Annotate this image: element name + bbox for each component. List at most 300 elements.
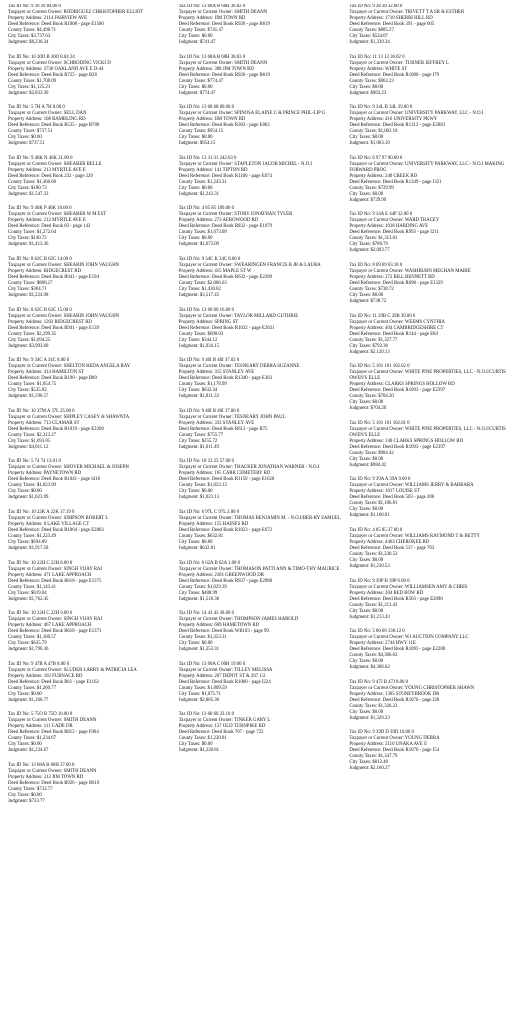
record-tax-id: Tax ID No: 10 23 23 57.00 0 xyxy=(178,459,235,465)
record-property-address: Property Address: 212 MYRTLE AVE E xyxy=(8,218,86,224)
record-tax-id: Tax ID No: 6 97L C 97L 2.00 0 xyxy=(178,509,240,515)
tax-record xyxy=(349,314,514,356)
record-owner: Taxpayer or Current Owner: SMITH DEANN xyxy=(8,768,97,774)
record-tax-id: Tax ID No: 13 60 60 16.00 0 xyxy=(178,307,235,313)
record-judgment: Judgment: $2,120.13 xyxy=(349,349,390,355)
record-city-taxes: City Taxes: $364.71 xyxy=(8,286,47,292)
record-deed-reference: Deed Reference: Deed Book 83 - page 142 xyxy=(8,224,91,230)
record-owner: Taxpayer or Current Owner: SELL DAN xyxy=(8,111,87,117)
record-deed-reference: Deed Reference: Deed Book R937 - page E2988 xyxy=(178,578,273,584)
record-county-taxes: County Taxes: $805.27 xyxy=(349,28,394,33)
tax-record xyxy=(8,55,173,97)
record-county-taxes: County Taxes: $704.20 xyxy=(349,394,394,400)
record-deed-reference: Deed Reference: Deed Book R190 - page B89 xyxy=(8,376,97,382)
record-county-taxes: County Taxes: $954.15 xyxy=(178,129,224,135)
tax-record xyxy=(8,105,173,147)
record-judgment: Judgment: $4,306.62 xyxy=(349,665,390,671)
record-deed-reference: Deed Reference: Deed Book R725 - page B28 xyxy=(8,72,97,78)
record-city-taxes: City Taxes: $635.79 xyxy=(8,641,47,647)
record-city-taxes: City Taxes: $534.07 xyxy=(349,34,388,39)
record-deed-reference: Deed Reference: Deed Book R632 - page E2289 xyxy=(178,274,273,280)
tax-record xyxy=(8,712,173,754)
record-county-taxes: County Taxes: $984.42 xyxy=(349,450,394,456)
record-county-taxes: County Taxes: $1,063.10 xyxy=(349,129,398,135)
record-city-taxes: City Taxes: $1,693.85 xyxy=(8,438,51,444)
record-judgment: Judgment: $1,213.43 xyxy=(349,614,390,620)
record-city-taxes: City Taxes: $3,737.63 xyxy=(8,34,51,39)
record-tax-id: Tax ID No: 9 46K P 46K 10.00 0 xyxy=(8,206,72,212)
record-judgment: Judgment: $1,063.10 xyxy=(349,141,390,147)
record-deed-reference: Deed Reference: Deed Book R926 - page B619 xyxy=(178,22,270,27)
record-tax-id: Tax ID No: 9 34L B 34L 39.00 0 xyxy=(349,105,413,111)
record-owner: Taxpayer or Current Owner: RODRIGUEZ CHRISTOPHER ELLIOT xyxy=(8,10,144,15)
record-deed-reference: Deed Reference: Deed Book R144 - page E84 xyxy=(349,331,438,337)
record-deed-reference: Deed Reference: Deed Book 232 - page 220 xyxy=(8,173,93,179)
record-county-taxes: County Taxes: $1,327.77 xyxy=(349,337,398,343)
record-deed-reference: Deed Reference: Deed Book R618 - page E1375 xyxy=(8,578,102,584)
record-tax-id: Tax ID No: 9 34C K 34C 8.00 0 xyxy=(178,256,241,262)
record-tax-id: Tax ID No: 13 68A B 68H 37.00 0 xyxy=(8,762,75,768)
record-owner: Taxpayer or Current Owner: WARD TRACEY xyxy=(349,218,440,224)
record-county-taxes: County Taxes: $1,143.41 xyxy=(8,584,57,590)
record-city-taxes: City Taxes: $0.00 xyxy=(178,84,213,90)
record-judgment: Judgment: $1,011.49 xyxy=(178,444,219,450)
record-property-address: Property Address: 669 HAMETOWN RD xyxy=(178,623,260,629)
record-city-taxes: City Taxes: $0.00 xyxy=(8,489,42,495)
record-city-taxes: City Taxes: $1,125.21 xyxy=(8,84,51,90)
record-judgment: Judgment: $954.15 xyxy=(178,141,216,147)
record-property-address: Property Address: SPRING ST xyxy=(178,319,239,325)
record-judgment: Judgment: $2,093.77 xyxy=(349,248,390,254)
record-county-taxes: County Taxes: $1,272.64 xyxy=(8,230,57,236)
record-judgment: Judgment: $1,547.33 xyxy=(8,191,49,197)
record-owner: Taxpayer or Current Owner: WASHBURN MEGHAN MARIE xyxy=(349,268,471,274)
record-city-taxes: City Taxes: $140.72 xyxy=(8,236,47,242)
record-city-taxes: City Taxes: $0.00 xyxy=(349,608,384,614)
record-tax-id: Tax ID No: 9 47B A 47B 8.00 0 xyxy=(8,661,70,667)
record-tax-id: Tax ID No: 5 75O B 75O 10.00 0 xyxy=(8,712,73,718)
record-county-taxes: County Taxes: $755.77 xyxy=(178,432,224,438)
tax-record xyxy=(349,4,514,46)
record-owner: Taxpayer or Current Owner: WEEMS CYNTHIA xyxy=(349,319,445,325)
record-deed-reference: Deed Reference: Deed Book R1076 - page I54 xyxy=(349,748,439,754)
record-deed-reference: Deed Reference: Deed Book 503 - page 206 xyxy=(349,495,435,501)
record-property-address: Property Address: 240 CREEK RD xyxy=(349,173,418,179)
record-judgment: Judgment: $963.23 xyxy=(349,90,387,96)
record-deed-reference: Deed Reference: Deed Book R993 - page I211 xyxy=(349,230,439,236)
record-property-address: Property Address: JIM TOWN RD xyxy=(178,16,246,21)
record-county-taxes: County Taxes: $2,299.35 xyxy=(8,331,57,337)
tax-record xyxy=(179,105,344,147)
record-judgment: Judgment: $1,590.57 xyxy=(8,394,49,400)
record-county-taxes: County Taxes: $737.51 xyxy=(8,129,53,135)
record-county-taxes: County Taxes: $738.72 xyxy=(349,286,394,292)
record-property-address: Property Address: 312 JIM TOWN RD xyxy=(8,774,84,780)
record-property-address: Property Address: 2736 OAKLAND AVE E D-44 xyxy=(8,66,104,72)
record-deed-reference: Deed Reference: Deed Book R832 - page E1079 xyxy=(178,224,273,230)
record-tax-id: Tax ID No: 5 101 101 102.01 0 xyxy=(349,420,410,426)
record-owner: Taxpayer or Current Owner: WILLIAMSEN AMY & CHRIS xyxy=(349,584,468,590)
record-judgment: Judgment: $737.51 xyxy=(8,141,45,147)
record-judgment: Judgment: $738.72 xyxy=(349,298,387,304)
tax-record xyxy=(8,662,173,704)
record-deed-reference: Deed Reference: Deed Book R1023 - page E672 xyxy=(178,527,273,533)
tax-record xyxy=(349,421,514,469)
record-tax-id: Tax ID No: 8 62C B 62C 15.00 0 xyxy=(8,307,72,313)
listing-column-1 xyxy=(8,4,179,1024)
record-owner: Taxpayer or Current Owner: SLUDER LARRY & PATRICIA LEA xyxy=(8,667,137,673)
record-city-taxes: City Taxes: $694.09 xyxy=(8,539,47,545)
record-city-taxes: City Taxes: $0.00 xyxy=(8,742,42,748)
tax-record xyxy=(8,206,173,248)
record-county-taxes: County Taxes: $1,223.49 xyxy=(8,533,57,539)
listing-column-2 xyxy=(179,4,350,1024)
record-tax-id: Tax ID No: 9 39D D 39D 16.00 0 xyxy=(349,730,414,736)
record-property-address: Property Address: 2301 GREENWOOD DR xyxy=(178,572,264,578)
record-judgment: Judgment: $1,762.45 xyxy=(8,596,49,602)
record-deed-reference: Deed Reference: Deed Book R926 - page B619 xyxy=(178,72,270,78)
tax-record xyxy=(8,308,173,350)
record-judgment: Judgment: $729.99 xyxy=(349,197,387,203)
record-deed-reference: Deed Reference: Deed Book R1019 - page E2269 xyxy=(8,426,104,432)
tax-record xyxy=(8,156,173,198)
record-tax-id: Tax ID No: 8 62A B 62A 1.00 0 xyxy=(178,560,241,566)
record-owner: Taxpayer or Current Owner: SHEARER W M EST xyxy=(8,212,107,218)
record-property-address: Property Address: 2744 HWY 11E xyxy=(349,641,416,647)
record-city-taxes: City Taxes: $792.36 xyxy=(349,343,388,349)
record-county-taxes: County Taxes: $1,029.39 xyxy=(178,584,227,590)
record-tax-id: Tax ID No: 8 62C B 62C 14.00 0 xyxy=(8,256,72,262)
record-deed-reference: Deed Reference: Deed Book 537 - page 703 xyxy=(349,545,435,551)
record-deed-reference: Deed Reference: Deed Book R698 - page E1329 xyxy=(349,280,443,286)
record-judgment: Judgment: $1,326.23 xyxy=(349,715,390,721)
tax-record xyxy=(349,579,514,621)
record-property-address: Property Address: 333 STANLEY AVE xyxy=(178,420,255,426)
record-deed-reference: Deed Reference: Deed Book R1159 - page E1628 xyxy=(178,477,275,483)
record-judgment: Judgment: $1,243.31 xyxy=(178,191,220,197)
record-city-taxes: City Taxes: $0.00 xyxy=(178,641,213,647)
record-property-address: Property Address: 372 BILL BENNETT RD xyxy=(349,274,435,280)
record-tax-id: Tax ID No: 13 60A C 60H 19.00 0 xyxy=(178,661,246,667)
record-county-taxes: County Taxes: $1,347.79 xyxy=(349,754,398,760)
record-deed-reference: Deed Reference: Deed Book R503 - page E2090 xyxy=(349,596,443,602)
record-property-address: Property Address: 1203 RIDGECREST RD xyxy=(8,319,92,325)
record-city-taxes: City Taxes: $0.00 xyxy=(8,691,42,697)
record-county-taxes: County Taxes: $1,160.57 xyxy=(8,635,57,641)
record-property-address: Property Address: 308 JIM TOWN RD xyxy=(178,66,254,72)
record-property-address: Property Address: 207 DEPOT ST & 207 1/2 xyxy=(178,673,266,679)
tax-record xyxy=(8,409,173,451)
record-owner: Taxpayer or Current Owner: SIMPSON ROBERT L xyxy=(8,515,109,521)
record-property-address: Property Address: 165 CARR CEMETERY RD xyxy=(178,471,271,477)
record-tax-id: Tax ID No: 9 38 38 32.00 0 xyxy=(349,4,403,9)
record-judgment: Judgment: $1,106.81 xyxy=(349,513,390,519)
record-deed-reference: Deed Reference: Deed Book R812 - page F004 xyxy=(8,730,99,736)
record-owner: Taxpayer or Current Owner: THOMAS BENJAMIN M. - N.O.I/BER-RY SAMUEL xyxy=(178,515,341,521)
tax-record xyxy=(8,459,173,501)
record-city-taxes: City Taxes: $0.00 xyxy=(349,84,384,90)
record-tax-id: Tax ID No: 10 22H C 22H 8.00 0 xyxy=(8,560,73,566)
record-judgment: Judgment: $1,518.38 xyxy=(178,596,220,602)
record-deed-reference: Deed Reference: Deed Book R1032 - page E2631 xyxy=(178,325,275,331)
record-owner: Taxpayer or Current Owner: SHEARIN JOHN VAUGHN xyxy=(8,262,120,268)
record-owner: Taxpayer or Current Owner: WILLIAMS RAYMOND T & BETTY xyxy=(349,533,480,539)
record-owner: Taxpayer or Current Owner: TILLEY MELISSA xyxy=(178,667,273,673)
record-county-taxes: County Taxes: $1,023.13 xyxy=(178,483,227,489)
record-property-address: Property Address: 2110 UNAKA AVE E xyxy=(349,742,428,748)
record-judgment: Judgment: $2,160.27 xyxy=(349,766,390,772)
tax-record xyxy=(179,358,344,400)
record-deed-reference: Deed Reference: Deed Book R1340 - page E363 xyxy=(178,376,273,382)
record-city-taxes: City Taxes: $0.00 xyxy=(349,292,384,298)
record-deed-reference: Deed Reference: Deed Book WB103 - page 99 xyxy=(178,629,269,635)
record-county-taxes: County Taxes: $1,220.81 xyxy=(178,736,227,742)
record-city-taxes: City Taxes: $632.34 xyxy=(178,388,218,394)
record-tax-id: Tax ID No: 10 22H C 22H 9.00 0 xyxy=(8,611,73,617)
record-county-taxes: County Taxes: $741.47 xyxy=(178,28,224,33)
record-deed-reference: Deed Reference: Deed Book R1093 - page E2397 xyxy=(349,388,446,394)
record-city-taxes: City Taxes: $180.73 xyxy=(8,185,47,191)
record-city-taxes: City Taxes: $1,694.25 xyxy=(8,337,51,343)
record-county-taxes: County Taxes: $1,673.09 xyxy=(178,230,227,236)
tax-record xyxy=(179,459,344,501)
record-judgment: Judgment: $8,236.34 xyxy=(8,40,49,45)
record-property-address: Property Address: 213 MYRTLE AVE E xyxy=(8,167,86,173)
record-judgment: Judgment: $2,885.30 xyxy=(178,697,220,703)
tax-record xyxy=(349,528,514,570)
record-city-taxes: City Taxes: $344.12 xyxy=(178,337,218,343)
record-property-address: Property Address: WHITE ST xyxy=(349,66,408,72)
tax-record xyxy=(8,611,173,653)
record-city-taxes: City Taxes: $0.00 xyxy=(178,742,213,748)
record-owner: Taxpayer or Current Owner: SMITH DEANN xyxy=(8,718,97,724)
record-property-address: Property Address: 155 HAINES RD xyxy=(178,521,249,527)
record-tax-id: Tax ID No: 13 68A B 68H 38.03 0 xyxy=(178,54,246,60)
record-city-taxes: City Taxes: $535.82 xyxy=(8,388,47,394)
record-city-taxes: City Taxes: $812.48 xyxy=(349,760,388,766)
record-city-taxes: City Taxes: $488.99 xyxy=(178,590,218,596)
record-property-address: Property Address: 8 LAKE VILLAGE CT xyxy=(8,521,90,527)
record-tax-id: Tax ID No: 13 68A B 68H 36.02 0 xyxy=(178,4,246,9)
tax-record xyxy=(179,611,344,653)
record-county-taxes: County Taxes: $1,234.67 xyxy=(8,736,57,742)
record-property-address: Property Address: 315 STANLEY AVE xyxy=(178,370,255,376)
record-deed-reference: Deed Reference: Deed Book R941 - page E139 xyxy=(8,325,99,331)
record-judgment: Judgment: $1,023.13 xyxy=(178,495,220,501)
record-deed-reference: Deed Reference: Deed Book R613 - page B75 xyxy=(178,426,268,432)
record-property-address: Property Address: 713 CLAMAR ST xyxy=(8,420,80,426)
tax-record xyxy=(349,629,514,671)
record-tax-id: Tax ID No: 9 46I B 46I 37.00 0 xyxy=(178,408,240,414)
record-deed-reference: Deed Reference: Deed Book R1076 - page I38 xyxy=(349,697,439,703)
record-judgment: Judgment: $4,011.12 xyxy=(8,444,49,450)
record-owner: Taxpayer or Current Owner: SHOVER MICHAEL & JOSEPH xyxy=(8,465,129,471)
record-county-taxes: County Taxes: $1,178.99 xyxy=(178,382,227,388)
record-city-taxes: City Taxes: $0.00 xyxy=(178,236,213,242)
record-county-taxes: County Taxes: $1,213.43 xyxy=(349,602,398,608)
record-deed-reference: Deed Reference: Deed Book R303 - page E863 xyxy=(178,123,270,129)
record-county-taxes: County Taxes: $733.77 xyxy=(8,786,53,792)
record-owner: Taxpayer or Current Owner: SMITH DEANN xyxy=(178,60,268,66)
record-tax-id: Tax ID No: 14 43 43 38.08 0 xyxy=(178,611,235,617)
record-property-address: Property Address: 204 RED ROW RD xyxy=(349,590,424,596)
record-city-taxes: City Taxes: $0.00 xyxy=(349,456,384,462)
record-deed-reference: Deed Reference: Deed Book R618 - page E1371 xyxy=(8,629,102,635)
record-owner: Taxpayer or Current Owner: THOMPSON JAMES HAROLD xyxy=(178,617,299,623)
record-owner: Taxpayer or Current Owner: TURNER JEFFREY L xyxy=(349,60,449,66)
record-deed-reference: Deed Reference: Deed Book R1093 - page E2280 xyxy=(349,647,446,653)
record-tax-id: Tax ID No: 9 39 39 84.00 0 xyxy=(8,4,61,9)
record-county-taxes: County Taxes: $1,260.77 xyxy=(8,685,57,691)
record-county-taxes: County Taxes: $1,106.81 xyxy=(349,501,398,507)
record-judgment: Judgment: $733.77 xyxy=(8,798,45,804)
tax-record xyxy=(349,105,514,147)
record-city-taxes: City Taxes: $0.00 xyxy=(349,400,384,406)
record-county-taxes: County Taxes: $1,313.01 xyxy=(349,236,398,242)
record-property-address: Property Address: 1018 HARDING AVE xyxy=(349,224,429,230)
record-tax-id: Tax ID No: 6 97 97 80.00 0 xyxy=(349,155,403,161)
record-deed-reference: Deed Reference: Deed Book R926 - page B619 xyxy=(8,780,100,786)
record-county-taxes: County Taxes: $4,498.71 xyxy=(8,28,57,33)
record-tax-id: Tax ID No: 9 39A A 39A 9.00 0 xyxy=(349,477,411,483)
tax-record xyxy=(179,510,344,552)
record-deed-reference: Deed Reference: Deed Book R1093 - page E2397 xyxy=(349,444,446,450)
tax-record xyxy=(8,358,173,400)
record-city-taxes: City Taxes: $0.00 xyxy=(178,185,213,191)
record-deed-reference: Deed Reference: Deed Book R1349 - page I321 xyxy=(349,179,442,185)
record-city-taxes: City Taxes: $0.00 xyxy=(349,557,384,563)
record-owner: Taxpayer or Current Owner: STAPLETON JACOB MICHEL - N.O.I xyxy=(178,161,312,167)
tax-record xyxy=(349,680,514,722)
record-judgment: Judgment: $774.47 xyxy=(178,90,216,96)
record-tax-id: Tax ID No: 9 47J B 47J 8.00 0 xyxy=(349,679,409,685)
record-property-address: Property Address: 416 UNIVERSITY PKWY xyxy=(349,117,438,123)
record-owner: Taxpayer or Current Owner: THACKER JONATHAN WARNER - N.O.I xyxy=(178,465,320,471)
tax-record xyxy=(179,662,344,704)
record-county-taxes: County Taxes: $1,023.99 xyxy=(8,483,57,489)
record-property-address: Property Address: RIDGECREST RD xyxy=(8,268,82,274)
record-judgment: Judgment: $984.42 xyxy=(349,462,387,468)
record-owner: Taxpayer or Current Owner: YOUNG DEBRA xyxy=(349,736,440,742)
record-owner: Taxpayer or Current Owner: WILLIAMS JERRY & BARBARA xyxy=(349,483,474,489)
record-tax-id: Tax ID No: 5 74 74 13.01 0 xyxy=(8,459,61,465)
record-city-taxes: City Taxes: $0.00 xyxy=(178,539,213,545)
tax-record xyxy=(8,257,173,299)
record-judgment: Judgment: $1,811.33 xyxy=(178,394,219,400)
record-property-address: Property Address: 4463 CHEROKEE RD xyxy=(349,539,430,545)
record-deed-reference: Deed Reference: Deed Book R941 - page E194 xyxy=(8,274,99,280)
record-property-address: Property Address: 1017 LOUISE ST xyxy=(349,489,420,495)
tax-record xyxy=(179,712,344,754)
record-tax-id: Tax ID No: 13 68 68 80.00 0 xyxy=(178,105,235,111)
record-judgment: Judgment: $741.47 xyxy=(178,40,216,45)
tax-record xyxy=(349,212,514,254)
record-county-taxes: County Taxes: $2,086.63 xyxy=(178,280,227,286)
record-deed-reference: Deed Reference: Deed Book R1041 - page I418 xyxy=(8,477,101,483)
record-deed-reference: Deed Reference: Deed Book R535 - page B780 xyxy=(8,123,100,129)
record-county-taxes: County Taxes: $1,809.59 xyxy=(178,685,227,691)
record-property-address: Property Address: 1710 SHERRI HILL RD xyxy=(349,16,433,21)
record-owner: Taxpayer or Current Owner: SHELTON REDA ANGELA RAY xyxy=(8,364,131,370)
record-tax-id: Tax ID No: 8 69 69 63.18 0 xyxy=(349,262,403,268)
record-owner: Taxpayer or Current Owner: TRIVETT T A SR & ESTHER xyxy=(349,10,465,15)
record-tax-id: Tax ID No: 11 13 13 36.02 0 xyxy=(349,54,405,60)
record-property-address: Property Address: 415 MAPLE ST W xyxy=(178,268,252,274)
tax-record xyxy=(179,206,344,248)
record-judgment: Judgment: $1,339.34 xyxy=(349,40,390,45)
record-city-taxes: City Taxes: $0.00 xyxy=(349,507,384,513)
record-property-address: Property Address: PAYNETOWN RD xyxy=(8,471,81,477)
record-judgment: Judgment: $1,234.67 xyxy=(8,748,49,754)
record-county-taxes: County Taxes: $774.47 xyxy=(178,78,224,84)
tax-record xyxy=(8,4,173,46)
record-owner: Taxpayer or Current Owner: SHEARER BELLE xyxy=(8,161,102,167)
record-property-address: Property Address: 141 TIPTON RD xyxy=(178,167,248,173)
record-judgment: Judgment: $632.81 xyxy=(178,545,216,551)
record-city-taxes: City Taxes: $255.72 xyxy=(178,438,218,444)
record-judgment: Judgment: $1,917.58 xyxy=(8,545,49,551)
record-owner: Taxpayer or Current Owner: THOMASON PATTI ANN & TIMO-THY MAURICE xyxy=(178,566,340,572)
record-county-taxes: County Taxes: $963.23 xyxy=(349,78,394,84)
record-county-taxes: County Taxes: $2,313.27 xyxy=(8,432,57,438)
tax-record xyxy=(8,763,173,805)
record-judgment: Judgment: $704.20 xyxy=(349,406,387,412)
tax-record xyxy=(349,730,514,772)
record-tax-id: Tax ID No: 11 29B C 29B 30.00 0 xyxy=(349,313,416,319)
record-city-taxes: City Taxes: $0.00 xyxy=(178,135,213,141)
record-city-taxes: City Taxes: $619.04 xyxy=(8,590,47,596)
record-property-address: Property Address: 471 LAKE APPROACH xyxy=(8,572,92,578)
record-property-address: Property Address: CLARKS SPRINGS HOLLOW RD xyxy=(349,382,455,388)
record-property-address: Property Address: 2114 FAIRVIEW AVE xyxy=(8,16,88,21)
record-tax-id: Tax ID No: 5 101 101 102.02 0 xyxy=(349,364,410,370)
record-tax-id: Tax ID No: 10 30O B 30O 8.04 24 xyxy=(8,54,75,60)
record-tax-id: Tax ID No: 9 34A E 44P 32.00 0 xyxy=(349,212,413,218)
record-owner: Taxpayer or Current Owner: TESNEARY JOHN PAUL xyxy=(178,414,286,420)
record-judgment: Judgment: $1,224.98 xyxy=(8,292,49,298)
record-tax-id: Tax ID No: 4 85 85 37.00 0 xyxy=(349,527,403,533)
record-judgment: Judgment: $1,353.31 xyxy=(178,647,220,653)
record-owner: Taxpayer or Current Owner: SHIPLEY CASEY & SHAWNTA xyxy=(8,414,130,420)
record-city-taxes: City Taxes: $780.76 xyxy=(349,242,388,248)
record-tax-id: Tax ID No: 9 34C A 34C 8.00 0 xyxy=(8,358,70,364)
record-county-taxes: County Taxes: $690.03 xyxy=(178,331,224,337)
record-deed-reference: Deed Reference: Deed Book R1312 - page E2883 xyxy=(349,123,446,129)
record-owner: Taxpayer or Current Owner: WJ AUCTION COMPANY LLC xyxy=(349,635,469,641)
record-owner: Taxpayer or Current Owner: WHITE PINE PROPERTIES, LLC - N.O.I/CURTIS OWEN'S ELLE xyxy=(349,426,508,438)
record-deed-reference: Deed Reference: Deed Book R1080 - page I79 xyxy=(349,72,439,78)
record-county-taxes: County Taxes: $1,366.60 xyxy=(8,179,57,185)
record-judgment: Judgment: $1,220.81 xyxy=(178,748,220,754)
record-deed-reference: Deed Reference: Deed Book 707 - page 722 xyxy=(178,730,264,736)
record-property-address: Property Address: 140 CLARKS SPRINGS HOLLOW RD xyxy=(349,438,464,444)
record-property-address: Property Address: 111 CADE DR xyxy=(8,724,73,730)
record-owner: Taxpayer or Current Owner: SINGH VIJAY RAJ xyxy=(8,617,103,623)
tax-record xyxy=(8,510,173,552)
record-county-taxes: County Taxes: $729.99 xyxy=(349,185,394,191)
tax-record xyxy=(349,263,514,305)
record-property-address: Property Address: 102 FURNACE RD xyxy=(8,673,83,679)
record-owner: Taxpayer or Current Owner: SWEARINGEN FRANCIS B JR & LAURA xyxy=(178,262,321,268)
tax-record xyxy=(349,156,514,204)
record-property-address: Property Address: 414 HAMILTON ST xyxy=(8,370,84,376)
record-judgment: Judgment: $3,517.45 xyxy=(178,292,220,298)
record-city-taxes: City Taxes: $0.00 xyxy=(8,135,42,141)
record-deed-reference: Deed Reference: Deed Book R1060 - page I224 xyxy=(178,679,271,685)
tax-record xyxy=(179,55,344,97)
record-owner: Taxpayer or Current Owner: UNIVERSITY PARKWAY, LLC - N.O.I MAKING FORWARD PROG xyxy=(349,161,506,173)
record-owner: Taxpayer or Current Owner: TINKER GARY L xyxy=(178,718,271,724)
